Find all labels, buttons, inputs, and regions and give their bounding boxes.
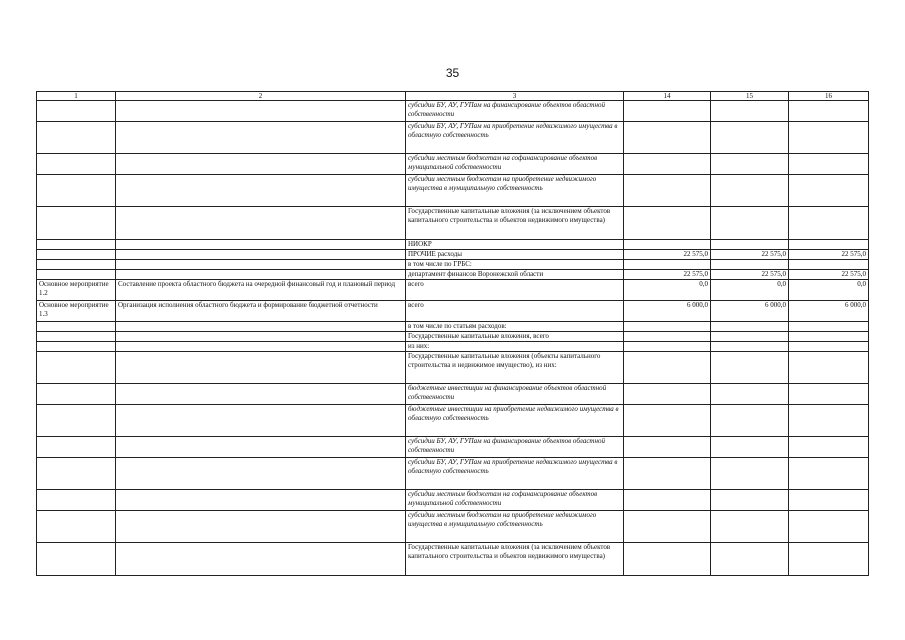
activity-name-cell	[116, 207, 406, 240]
table-row	[37, 250, 869, 260]
table-row	[37, 122, 869, 154]
activity-code-cell	[37, 322, 116, 332]
value-col15-cell	[711, 101, 789, 122]
expense-item-cell: в том числе по статьям расходов:	[406, 322, 624, 332]
expense-item-cell: всего	[406, 280, 624, 301]
value-col15-cell	[711, 342, 789, 352]
activity-code-cell	[37, 175, 116, 207]
expense-item-cell: НИОКР	[406, 240, 624, 250]
value-col14-cell	[624, 332, 711, 342]
value-col16-cell	[789, 122, 869, 154]
activity-code-cell	[37, 332, 116, 342]
activity-name-cell	[116, 352, 406, 384]
value-col14-cell	[624, 511, 711, 543]
activity-name-cell	[116, 384, 406, 405]
activity-name-cell	[116, 250, 406, 260]
value-col15-cell	[711, 175, 789, 207]
value-col15-cell	[711, 240, 789, 250]
value-col15-cell	[711, 154, 789, 175]
table-row	[37, 511, 869, 543]
column-header: 16	[789, 92, 869, 101]
expense-item-cell: Государственные капитальные вложения (объекты капитального строительства и недвижимое имущество), из них:	[406, 352, 624, 384]
activity-code-cell: Основное мероприятие 1.3	[37, 301, 116, 322]
value-col16-cell: 22 575,0	[789, 250, 869, 260]
activity-code-cell	[37, 207, 116, 240]
value-col15-cell	[711, 511, 789, 543]
value-col16-cell: 6 000,0	[789, 301, 869, 322]
value-col14-cell	[624, 322, 711, 332]
value-col15-cell: 0,0	[711, 280, 789, 301]
activity-name-cell	[116, 332, 406, 342]
activity-name-cell	[116, 101, 406, 122]
activity-code-cell	[37, 458, 116, 490]
expense-item-cell: субсидии БУ, АУ, ГУПам на финансирование объектов областной собственности	[406, 437, 624, 458]
activity-name-cell	[116, 543, 406, 576]
expense-item-cell: бюджетные инвестиции на финансирование объектов областной собственности	[406, 384, 624, 405]
value-col15-cell	[711, 405, 789, 437]
activity-code-cell	[37, 511, 116, 543]
activity-code-cell	[37, 384, 116, 405]
value-col15-cell	[711, 458, 789, 490]
value-col14-cell	[624, 154, 711, 175]
value-col14-cell: 22 575,0	[624, 250, 711, 260]
activity-code-cell	[37, 250, 116, 260]
expense-item-cell: субсидии БУ, АУ, ГУПам на финансирование объектов областной собственности	[406, 101, 624, 122]
value-col14-cell	[624, 175, 711, 207]
value-col16-cell	[789, 154, 869, 175]
value-col16-cell	[789, 175, 869, 207]
column-header: 3	[406, 92, 624, 101]
value-col16-cell	[789, 207, 869, 240]
value-col16-cell	[789, 101, 869, 122]
activity-code-cell: Основное мероприятие 1.2	[37, 280, 116, 301]
expense-item-cell: Государственные капитальные вложения (за исключением объектов капитального строительства и объектов недвижимого имущества)	[406, 543, 624, 576]
expense-item-cell: субсидии местным бюджетам на софинансирование объектов муниципальной собственности	[406, 154, 624, 175]
activity-name-cell	[116, 122, 406, 154]
table-row	[37, 175, 869, 207]
value-col16-cell	[789, 405, 869, 437]
expense-item-cell: Государственные капитальные вложения (за исключением объектов капитального строительства и объектов недвижимого имущества)	[406, 207, 624, 240]
table-body	[37, 101, 869, 576]
value-col16-cell: 0,0	[789, 280, 869, 301]
expense-item-cell: в том числе по ГРБС:	[406, 260, 624, 270]
expense-item-cell: Государственные капитальные вложения, всего	[406, 332, 624, 342]
value-col14-cell	[624, 384, 711, 405]
activity-code-cell	[37, 342, 116, 352]
expense-item-cell: субсидии БУ, АУ, ГУПам на приобретение недвижимого имущества в областную собственность	[406, 458, 624, 490]
value-col16-cell	[789, 437, 869, 458]
page-number: 35	[445, 66, 460, 80]
budget-table	[36, 91, 869, 576]
activity-name-cell	[116, 342, 406, 352]
table-row	[37, 240, 869, 250]
value-col16-cell	[789, 260, 869, 270]
column-header: 14	[624, 92, 711, 101]
column-number-row	[37, 92, 869, 101]
table-row	[37, 332, 869, 342]
table-row	[37, 301, 869, 322]
expense-item-cell: департамент финансов Воронежской области	[406, 270, 624, 280]
activity-code-cell	[37, 543, 116, 576]
table-row	[37, 490, 869, 511]
activity-name-cell	[116, 260, 406, 270]
value-col16-cell	[789, 332, 869, 342]
value-col16-cell: 22 575,0	[789, 270, 869, 280]
expense-item-cell: субсидии местным бюджетам на софинансирование объектов муниципальной собственности	[406, 490, 624, 511]
table-row	[37, 384, 869, 405]
activity-code-cell	[37, 260, 116, 270]
value-col14-cell	[624, 405, 711, 437]
value-col15-cell: 6 000,0	[711, 301, 789, 322]
value-col15-cell	[711, 352, 789, 384]
activity-name-cell: Составление проекта областного бюджета на очередной финансовый год и плановый период	[116, 280, 406, 301]
value-col16-cell	[789, 511, 869, 543]
value-col14-cell	[624, 490, 711, 511]
value-col15-cell	[711, 260, 789, 270]
value-col14-cell: 22 575,0	[624, 270, 711, 280]
table-row	[37, 154, 869, 175]
expense-item-cell: субсидии местным бюджетам на приобретение недвижимого имущества в муниципальную собственность	[406, 511, 624, 543]
activity-name-cell	[116, 322, 406, 332]
value-col16-cell	[789, 490, 869, 511]
expense-item-cell: субсидии местным бюджетам на приобретение недвижимого имущества в муниципальную собственность	[406, 175, 624, 207]
activity-name-cell	[116, 270, 406, 280]
value-col15-cell	[711, 322, 789, 332]
activity-code-cell	[37, 490, 116, 511]
value-col16-cell	[789, 458, 869, 490]
value-col14-cell	[624, 207, 711, 240]
value-col15-cell	[711, 332, 789, 342]
value-col16-cell	[789, 352, 869, 384]
value-col16-cell	[789, 384, 869, 405]
activity-name-cell	[116, 154, 406, 175]
activity-name-cell	[116, 458, 406, 490]
activity-name-cell	[116, 175, 406, 207]
value-col15-cell	[711, 384, 789, 405]
value-col14-cell	[624, 458, 711, 490]
activity-code-cell	[37, 270, 116, 280]
table-row	[37, 270, 869, 280]
value-col14-cell	[624, 122, 711, 154]
activity-code-cell	[37, 437, 116, 458]
value-col14-cell	[624, 352, 711, 384]
value-col14-cell	[624, 240, 711, 250]
value-col16-cell	[789, 322, 869, 332]
value-col15-cell	[711, 207, 789, 240]
activity-code-cell	[37, 240, 116, 250]
activity-name-cell	[116, 240, 406, 250]
value-col15-cell	[711, 122, 789, 154]
expense-item-cell: всего	[406, 301, 624, 322]
expense-item-cell: бюджетные инвестиции на приобретение недвижимого имущества в областную собственность	[406, 405, 624, 437]
value-col16-cell	[789, 543, 869, 576]
activity-name-cell	[116, 511, 406, 543]
value-col15-cell: 22 575,0	[711, 250, 789, 260]
expense-item-cell: из них:	[406, 342, 624, 352]
table-row	[37, 260, 869, 270]
table-row	[37, 322, 869, 332]
value-col15-cell	[711, 490, 789, 511]
value-col14-cell	[624, 101, 711, 122]
table-row	[37, 280, 869, 301]
table-row	[37, 207, 869, 240]
value-col16-cell	[789, 240, 869, 250]
activity-name-cell	[116, 490, 406, 511]
value-col14-cell	[624, 260, 711, 270]
table-row	[37, 342, 869, 352]
expense-item-cell: субсидии БУ, АУ, ГУПам на приобретение недвижимого имущества в областную собственность	[406, 122, 624, 154]
activity-name-cell: Организация исполнения областного бюджета и формирование бюджетной отчетности	[116, 301, 406, 322]
activity-name-cell	[116, 405, 406, 437]
activity-code-cell	[37, 122, 116, 154]
value-col15-cell	[711, 543, 789, 576]
table-row	[37, 458, 869, 490]
activity-code-cell	[37, 154, 116, 175]
column-header: 1	[37, 92, 116, 101]
value-col14-cell: 6 000,0	[624, 301, 711, 322]
value-col14-cell: 0,0	[624, 280, 711, 301]
column-header: 15	[711, 92, 789, 101]
value-col15-cell	[711, 437, 789, 458]
activity-name-cell	[116, 437, 406, 458]
value-col14-cell	[624, 342, 711, 352]
activity-code-cell	[37, 352, 116, 384]
table-row	[37, 405, 869, 437]
value-col15-cell: 22 575,0	[711, 270, 789, 280]
activity-code-cell	[37, 101, 116, 122]
table-row	[37, 352, 869, 384]
value-col14-cell	[624, 437, 711, 458]
value-col14-cell	[624, 543, 711, 576]
table-row	[37, 437, 869, 458]
value-col16-cell	[789, 342, 869, 352]
expense-item-cell: ПРОЧИЕ расходы	[406, 250, 624, 260]
table-row	[37, 543, 869, 576]
table-row	[37, 101, 869, 122]
column-header: 2	[116, 92, 406, 101]
activity-code-cell	[37, 405, 116, 437]
